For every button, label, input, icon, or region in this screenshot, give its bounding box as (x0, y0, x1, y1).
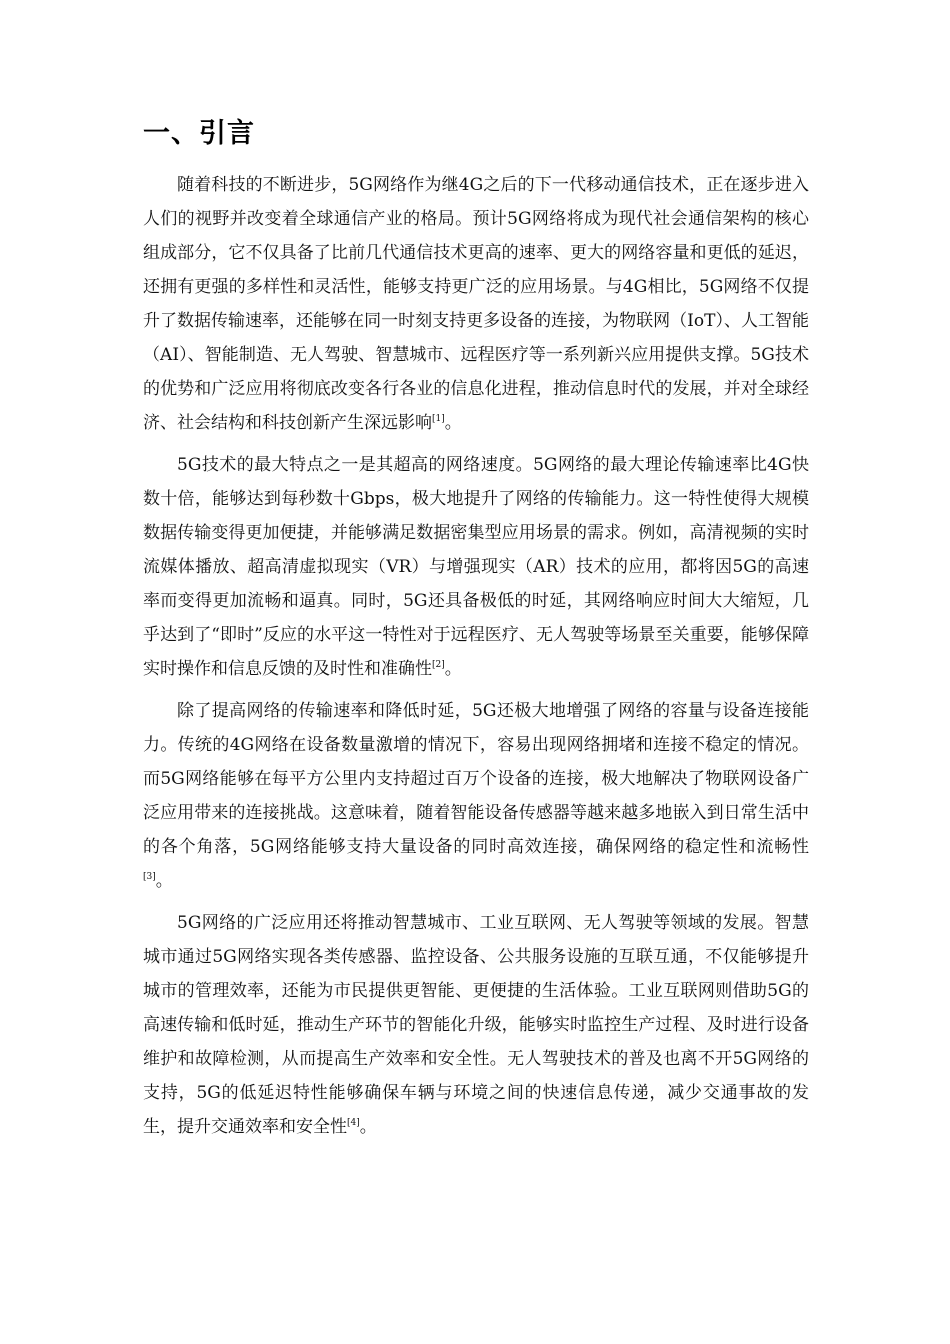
paragraph-text: 5G技术的最大特点之一是其超高的网络速度。5G网络的最大理论传输速率比4G快数十倍，能够达到每秒数十Gbps，极大地提升了网络的传输能力。这一特性使得大规模数据传输变得更加便捷，并能够满足数据密集型应用场景的需求。例如，高清视频的实时流媒体播放、超高清虚拟现实（VR）与增强现实（AR）技术的应用，都将因5G的高速率而变得更加流畅和逼真。同时，5G还具备极低的时延，其网络响应时间大大缩短，几乎达到了“即时”反应的水平这一特性对于远程医疗、无人驾驶等场景至关重要，能够保障实时操作和信息反馈的及时性和准确性 (143, 455, 809, 679)
citation-ref: [3] (143, 872, 156, 882)
paragraph-end: 。 (155, 871, 173, 891)
paragraph-text: 随着科技的不断进步，5G网络作为继4G之后的下一代移动通信技术，正在逐步进入人们的视野并改变着全球通信产业的格局。预计5G网络将成为现代社会通信架构的核心组成部分，它不仅具备了比前几代通信技术更高的速率、更大的网络容量和更低的延迟，还拥有更强的多样性和灵活性，能够支持更广泛的应用场景。与4G相比，5G网络不仅提升了数据传输速率，还能够在同一时刻支持更多设备的连接，为物联网（IoT）、人工智能（AI）、智能制造、无人驾驶、智慧城市、远程医疗等一系列新兴应用提供支撑。5G技术的优势和广泛应用将彻底改变各行各业的信息化进程，推动信息时代的发展，并对全球经济、社会结构和科技创新产生深远影响 (143, 175, 809, 433)
paragraph-text: 5G网络的广泛应用还将推动智慧城市、工业互联网、无人驾驶等领域的发展。智慧城市通过5G网络实现各类传感器、监控设备、公共服务设施的互联互通，不仅能够提升城市的管理效率，还能为市民提供更智能、更便捷的生活体验。工业互联网则借助5G的高速传输和低时延，推动生产环节的智能化升级，能够实时监控生产过程、及时进行设备维护和故障检测，从而提高生产效率和安全性。无人驾驶技术的普及也离不开5G网络的支持，5G的低延迟特性能够确保车辆与环境之间的快速信息传递，减少交通事故的发生，提升交通效率和安全性 (143, 913, 809, 1137)
paragraph-end: 。 (444, 413, 462, 433)
document-page (143, 112, 809, 1152)
paragraph-text: 除了提高网络的传输速率和降低时延，5G还极大地增强了网络的容量与设备连接能力。传统的4G网络在设备数量激增的情况下，容易出现网络拥堵和连接不稳定的情况。而5G网络能够在每平方公里内支持超过百万个设备的连接，极大地解决了物联网设备广泛应用带来的连接挑战。这意味着，随着智能设备传感器等越来越多地嵌入到日常生活中的各个角落，5G网络能够支持大量设备的同时高效连接，确保网络的稳定性和流畅性 (143, 701, 809, 857)
citation-ref: [1] (432, 414, 445, 424)
paragraph-applications (143, 906, 809, 1144)
section-heading: 一、引言 (143, 118, 255, 149)
citation-ref: [2] (432, 660, 445, 670)
citation-ref: [4] (347, 1118, 360, 1128)
paragraph-capacity (143, 694, 809, 898)
paragraph-end: 。 (444, 659, 462, 679)
paragraph-intro (143, 168, 809, 440)
paragraph-speed (143, 448, 809, 686)
paragraph-end: 。 (359, 1117, 377, 1137)
